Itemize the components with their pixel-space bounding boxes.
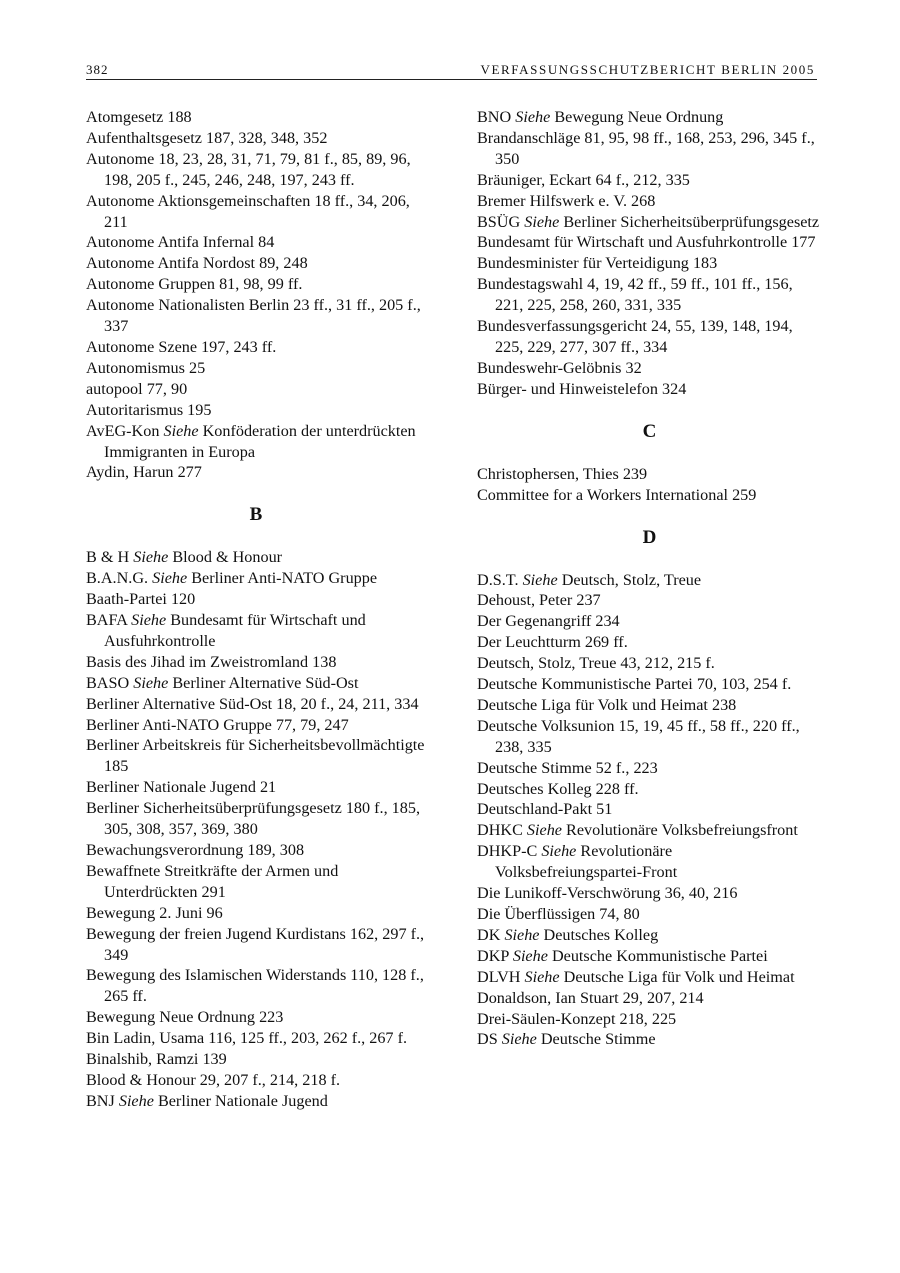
entry-term: Binalshib, Ramzi 139: [86, 1050, 227, 1069]
entry-term: Bräuniger, Eckart 64 f., 212, 335: [477, 170, 690, 189]
see-reference-marker: Siehe: [118, 1091, 154, 1110]
index-entry: [86, 735, 426, 777]
index-entry: [477, 653, 822, 674]
index-column-left: [86, 107, 426, 1112]
entry-term: DLVH: [477, 967, 521, 986]
section-spacer: [477, 506, 822, 527]
index-entry: [86, 610, 426, 652]
index-entry: [86, 191, 426, 233]
cross-reference-target: Berliner Nationale Jugend: [157, 1091, 328, 1110]
cross-reference-target: Revolutionäre Volksbefreiungspartei-Front: [495, 842, 678, 882]
index-entry: [86, 358, 426, 379]
entry-term: BSÜG: [477, 212, 521, 231]
index-entry: [477, 946, 822, 967]
entry-term: Christophersen, Thies 239: [477, 464, 648, 483]
entry-term: Berliner Alternative Süd-Ost 18, 20 f., 24, 211, 334: [86, 694, 419, 713]
entry-term: B & H: [86, 548, 130, 567]
index-entry: [86, 840, 426, 861]
index-entry: [477, 632, 822, 653]
index-entry: [477, 716, 822, 758]
index-entry: [477, 1009, 822, 1030]
index-entry: [477, 1029, 822, 1050]
entry-term: DS: [477, 1030, 498, 1049]
cross-reference-target: Konföderation der unterdrückten Immigranten in Europa: [104, 421, 416, 461]
section-spacer: [477, 548, 822, 570]
index-entry: [477, 485, 822, 506]
entry-term: Aydin, Harun 277: [86, 463, 202, 482]
see-reference-marker: Siehe: [133, 548, 169, 567]
entry-list-b: [86, 547, 426, 1111]
index-entry: [477, 358, 822, 379]
entry-term: BNO: [477, 108, 512, 126]
entry-list-c: [477, 464, 822, 506]
index-entry: [86, 715, 426, 736]
page-header: [86, 60, 817, 80]
entry-list-d: [477, 570, 822, 1051]
cross-reference-target: Deutsche Kommunistische Partei: [551, 946, 768, 965]
index-entry: [86, 1049, 426, 1070]
index-entry: [86, 652, 426, 673]
entry-term: Drei-Säulen-Konzept 218, 225: [477, 1009, 677, 1028]
index-entry: [477, 232, 822, 253]
index-entry: [86, 128, 426, 149]
entry-term: Donaldson, Ian Stuart 29, 207, 214: [477, 988, 704, 1007]
index-entry: [477, 799, 822, 820]
index-entry: [477, 212, 822, 233]
cross-reference-target: Bewegung Neue Ordnung: [554, 108, 724, 126]
index-entry: [477, 904, 822, 925]
index-entry: [86, 253, 426, 274]
entry-term: B.A.N.G.: [86, 569, 149, 588]
index-entry: [86, 673, 426, 694]
index-entry: [86, 274, 426, 295]
section-spacer: [477, 442, 822, 464]
index-entry: [477, 128, 822, 170]
entry-term: Bundeswehr-Gelöbnis 32: [477, 358, 642, 377]
entry-term: Deutschland-Pakt 51: [477, 800, 613, 819]
cross-reference-target: Berliner Anti-NATO Gruppe: [191, 569, 378, 588]
section-letter-c: C: [642, 420, 657, 442]
index-entry: [477, 379, 822, 400]
entry-term: Autonomismus 25: [86, 358, 206, 377]
entry-term: Autonome Antifa Infernal 84: [86, 233, 275, 252]
entry-term: Dehoust, Peter 237: [477, 591, 601, 610]
index-entry: [477, 820, 822, 841]
entry-term: Autonome Aktionsgemeinschaften 18 ff., 34, 206, 211: [86, 191, 410, 231]
entry-list-a: [86, 107, 426, 483]
index-entry: [477, 883, 822, 904]
entry-term: Autonome 18, 23, 28, 31, 71, 79, 81 f., 85, 89, 96, 198, 205 f., 245, 246, 248, 197, 243 ff.: [86, 149, 411, 189]
index-entry: [86, 568, 426, 589]
see-reference-marker: Siehe: [504, 925, 540, 944]
index-entry: [477, 274, 822, 316]
cross-reference-target: Bundesamt für Wirtschaft und Ausfuhrkontrolle: [104, 611, 366, 650]
index-entry: [477, 191, 822, 212]
index-entry: [86, 462, 426, 483]
entry-term: DKP: [477, 946, 509, 965]
entry-term: Deutsche Liga für Volk und Heimat 238: [477, 695, 737, 714]
index-entry: [86, 903, 426, 924]
entry-term: Bewaffnete Streitkräfte der Armen und Unterdrückten 291: [86, 861, 339, 901]
section-letter-b: B: [249, 504, 263, 526]
entry-term: Deutsch, Stolz, Treue 43, 212, 215 f.: [477, 654, 715, 673]
running-title: VERFASSUNGSSCHUTZBERICHT BERLIN 2005: [480, 62, 815, 77]
entry-term: Bin Ladin, Usama 116, 125 ff., 203, 262 f., 267 f.: [86, 1029, 408, 1048]
index-entry: [86, 379, 426, 400]
entry-list-b-continued: [477, 107, 822, 400]
page-number: 382: [86, 62, 109, 77]
see-reference-marker: Siehe: [501, 1030, 537, 1049]
index-entry: [477, 253, 822, 274]
index-entry: [86, 337, 426, 358]
index-entry: [86, 107, 426, 128]
see-reference-marker: Siehe: [526, 821, 562, 840]
entry-term: Die Überflüssigen 74, 80: [477, 905, 640, 923]
entry-term: Basis des Jihad im Zweistromland 138: [86, 652, 337, 671]
index-entry: [86, 1007, 426, 1028]
cross-reference-target: Deutsche Liga für Volk und Heimat: [563, 967, 795, 986]
index-entry: [86, 589, 426, 610]
entry-term: Brandanschläge 81, 95, 98 ff., 168, 253, 296, 345 f., 350: [477, 128, 815, 168]
entry-term: DK: [477, 925, 501, 944]
see-reference-marker: Siehe: [522, 570, 558, 589]
index-entry: [86, 1070, 426, 1091]
index-entry: [86, 400, 426, 421]
index-entry: [86, 777, 426, 798]
entry-term: Berliner Anti-NATO Gruppe 77, 79, 247: [86, 715, 349, 734]
entry-term: Autonome Nationalisten Berlin 23 ff., 31 ff., 205 f., 337: [86, 296, 421, 336]
index-entry: [86, 149, 426, 191]
entry-term: Berliner Nationale Jugend 21: [86, 778, 277, 797]
entry-term: BASO: [86, 673, 130, 692]
entry-term: Autonome Antifa Nordost 89, 248: [86, 254, 308, 273]
cross-reference-target: Blood & Honour: [172, 548, 283, 567]
index-entry: [477, 988, 822, 1009]
entry-term: Der Leuchtturm 269 ff.: [477, 633, 628, 652]
index-entry: [477, 695, 822, 716]
index-entry: [477, 841, 822, 883]
index-entry: [477, 758, 822, 779]
section-letter-d: D: [642, 526, 657, 548]
entry-term: Autonome Gruppen 81, 98, 99 ff.: [86, 275, 303, 294]
entry-term: Bundesamt für Wirtschaft und Ausfuhrkontrolle 177: [477, 233, 816, 252]
index-entry: [477, 464, 822, 485]
entry-term: Autonome Szene 197, 243 ff.: [86, 337, 277, 356]
section-spacer: [477, 400, 822, 421]
entry-term: Berliner Arbeitskreis für Sicherheitsbevollmächtigte 185: [86, 736, 425, 776]
entry-term: DHKP-C: [477, 842, 538, 861]
entry-term: Bewegung des Islamischen Widerstands 110, 128 f., 265 ff.: [86, 966, 424, 1006]
index-entry: [477, 967, 822, 988]
entry-term: DHKC: [477, 821, 523, 840]
cross-reference-target: Revolutionäre Volksbefreiungsfront: [566, 821, 798, 840]
entry-term: Berliner Sicherheitsüberprüfungsgesetz 180 f., 185, 305, 308, 357, 369, 380: [86, 799, 421, 839]
see-reference-marker: Siehe: [541, 842, 577, 861]
index-entry: [86, 694, 426, 715]
entry-term: Bewegung Neue Ordnung 223: [86, 1008, 284, 1027]
entry-term: Deutsche Kommunistische Partei 70, 103, 254 f.: [477, 675, 792, 694]
index-entry: [86, 1091, 426, 1112]
see-reference-marker: Siehe: [133, 673, 169, 692]
entry-term: BAFA: [86, 611, 128, 630]
index-entry: [477, 611, 822, 632]
index-entry: [477, 779, 822, 800]
see-reference-marker: Siehe: [131, 611, 167, 630]
cross-reference-target: Berliner Alternative Süd-Ost: [172, 673, 359, 692]
entry-term: Bundestagswahl 4, 19, 42 ff., 59 ff., 101 ff., 156, 221, 225, 258, 260, 331, 335: [477, 275, 793, 315]
entry-term: Committee for a Workers International 259: [477, 485, 757, 504]
entry-term: Aufenthaltsgesetz 187, 328, 348, 352: [86, 128, 328, 147]
cross-reference-target: Berliner Sicherheitsüberprüfungsgesetz: [563, 212, 820, 231]
entry-term: Deutsches Kolleg 228 ff.: [477, 779, 639, 798]
entry-term: Bremer Hilfswerk e. V. 268: [477, 191, 656, 210]
cross-reference-target: Deutsches Kolleg: [543, 925, 659, 944]
cross-reference-target: Deutsche Stimme: [540, 1030, 656, 1049]
see-reference-marker: Siehe: [152, 569, 188, 588]
entry-term: BNJ: [86, 1091, 115, 1110]
entry-term: Bundesminister für Verteidigung 183: [477, 254, 718, 273]
index-entry: [86, 798, 426, 840]
index-entry: [86, 924, 426, 966]
entry-term: Deutsche Volksunion 15, 19, 45 ff., 58 ff., 220 ff., 238, 335: [477, 716, 800, 756]
index-entry: [86, 295, 426, 337]
entry-term: Bewachungsverordnung 189, 308: [86, 841, 305, 859]
section-spacer: [86, 525, 426, 547]
entry-term: Die Lunikoff-Verschwörung 36, 40, 216: [477, 884, 738, 903]
entry-term: autopool 77, 90: [86, 379, 188, 398]
see-reference-marker: Siehe: [524, 967, 560, 986]
see-reference-marker: Siehe: [515, 108, 551, 126]
entry-term: Atomgesetz 188: [86, 108, 192, 126]
see-reference-marker: Siehe: [512, 946, 548, 965]
entry-term: D.S.T.: [477, 570, 519, 589]
index-entry: [86, 421, 426, 463]
index-entry: [477, 107, 822, 128]
see-reference-marker: Siehe: [163, 421, 199, 440]
entry-term: Deutsche Stimme 52 f., 223: [477, 758, 658, 777]
index-entry: [86, 861, 426, 903]
entry-term: Bundesverfassungsgericht 24, 55, 139, 148, 194, 225, 229, 277, 307 ff., 334: [477, 317, 793, 356]
entry-term: Autoritarismus 195: [86, 400, 212, 419]
entry-term: Der Gegenangriff 234: [477, 612, 620, 631]
index-column-right: [477, 107, 822, 1050]
index-entry: [477, 674, 822, 695]
entry-term: Baath-Partei 120: [86, 590, 196, 609]
entry-term: AvEG-Kon: [86, 421, 160, 440]
index-entry: [86, 547, 426, 568]
index-entry: [477, 590, 822, 611]
index-entry: [86, 965, 426, 1007]
index-entry: [86, 1028, 426, 1049]
index-entry: [477, 316, 822, 358]
cross-reference-target: Deutsch, Stolz, Treue: [561, 570, 702, 589]
index-entry: [86, 232, 426, 253]
see-reference-marker: Siehe: [524, 212, 560, 231]
entry-term: Bewegung 2. Juni 96: [86, 903, 223, 922]
index-entry: [477, 925, 822, 946]
index-entry: [477, 570, 822, 591]
section-spacer: [86, 483, 426, 504]
index-entry: [477, 170, 822, 191]
entry-term: Bewegung der freien Jugend Kurdistans 162, 297 f., 349: [86, 924, 425, 964]
entry-term: Blood & Honour 29, 207 f., 214, 218 f.: [86, 1070, 341, 1089]
entry-term: Bürger- und Hinweistelefon 324: [477, 379, 687, 398]
